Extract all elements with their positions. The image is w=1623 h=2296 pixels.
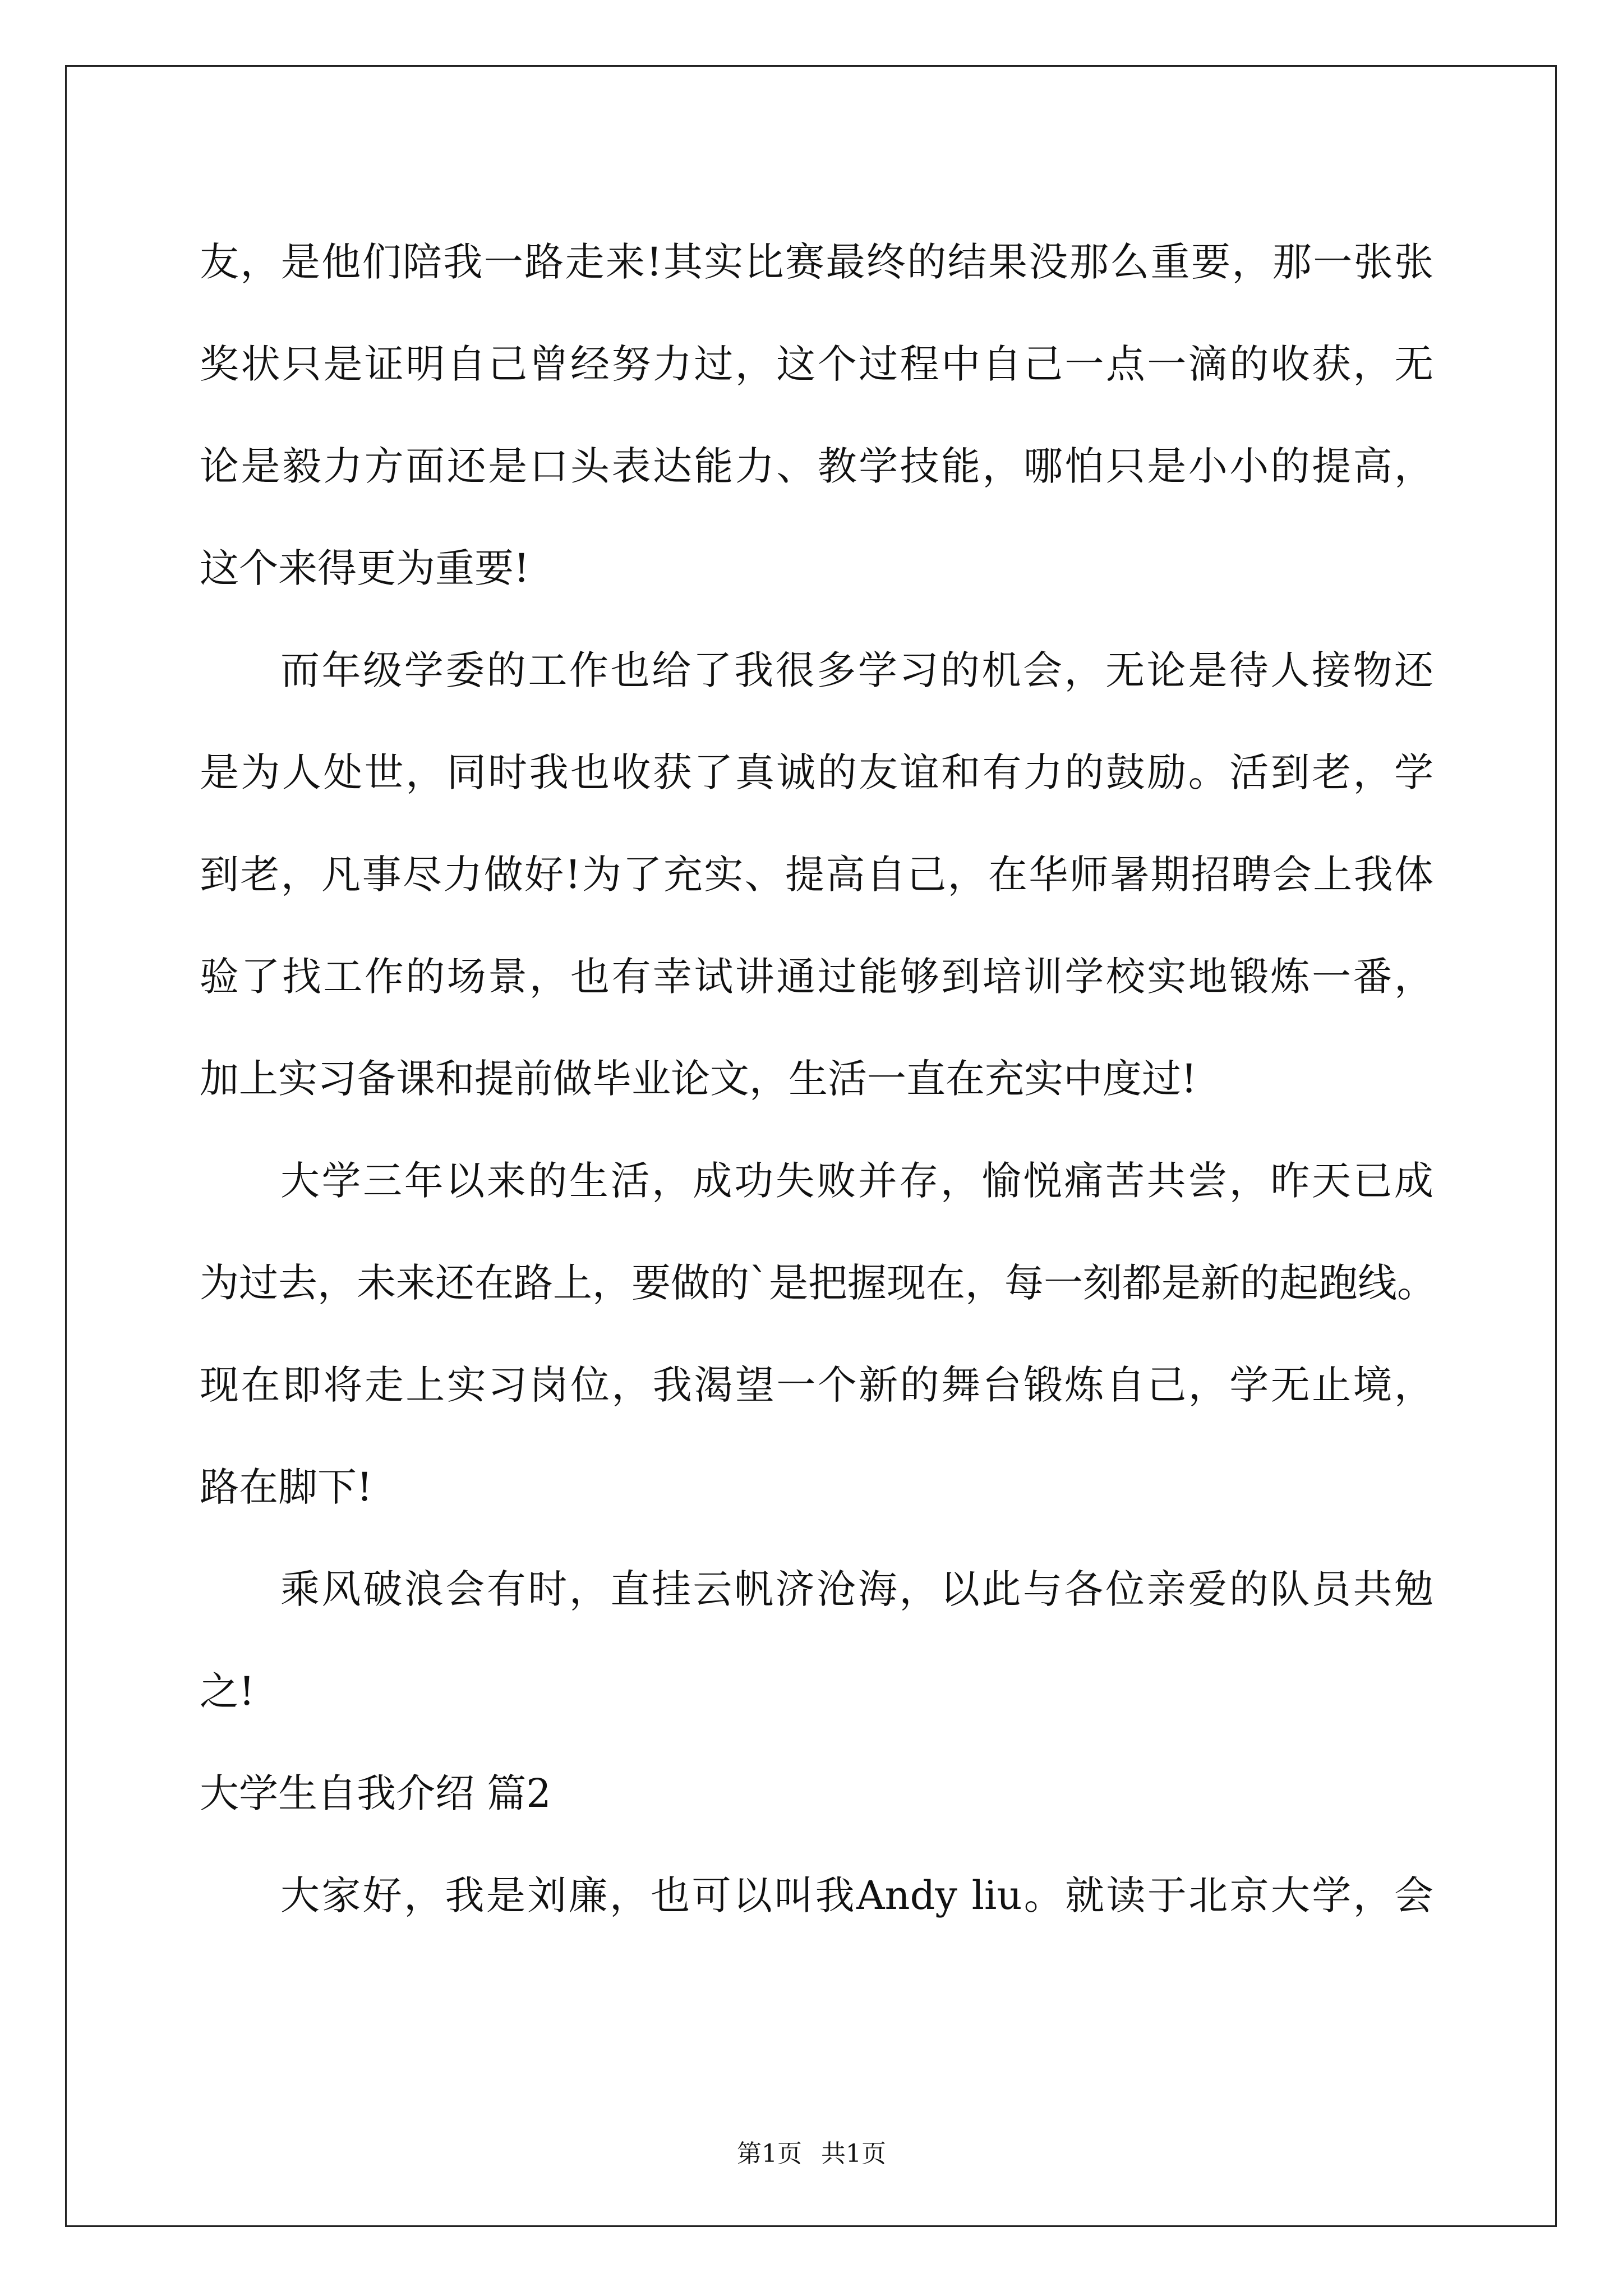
page-footer xyxy=(0,2137,1623,2171)
text-line-1: 友，是他们陪我一路走来!其实比赛最终的结果没那么重要，那一张张 xyxy=(200,239,1433,285)
text-line-4: 这个来得更为重要! xyxy=(200,545,530,591)
text-line-8: 验了找工作的场景，也有幸试讲通过能够到培训学校实地锻炼一番， xyxy=(200,954,1433,1000)
section-heading: 大学生自我介绍 篇2 xyxy=(200,1770,551,1816)
text-line-10: 大学三年以来的生活，成功失败并存，愉悦痛苦共尝，昨天已成 xyxy=(280,1158,1433,1204)
text-line-3: 论是毅力方面还是口头表达能力、教学技能，哪怕只是小小的提高， xyxy=(200,443,1433,489)
page-number: 第1页 xyxy=(737,2139,802,2168)
document-body xyxy=(200,211,1436,1947)
text-line-7: 到老，凡事尽力做好!为了充实、提高自己，在华师暑期招聘会上我体 xyxy=(200,852,1433,898)
text-line-6: 是为人处世，同时我也收获了真诚的友谊和有力的鼓励。活到老，学 xyxy=(200,749,1433,795)
text-line-17: 大家好，我是刘廉，也可以叫我Andy liu。就读于北京大学，会 xyxy=(280,1872,1433,1918)
text-line-2: 奖状只是证明自己曾经努力过，这个过程中自己一点一滴的收获，无 xyxy=(200,341,1433,387)
text-line-13: 路在脚下! xyxy=(200,1464,373,1510)
text-line-15: 之! xyxy=(200,1668,255,1714)
text-line-5: 而年级学委的工作也给了我很多学习的机会，无论是待人接物还 xyxy=(280,647,1433,693)
text-line-14: 乘风破浪会有时，直挂云帆济沧海，以此与各位亲爱的队员共勉 xyxy=(280,1566,1433,1612)
page-total: 共1页 xyxy=(821,2139,886,2168)
text-line-9: 加上实习备课和提前做毕业论文，生活一直在充实中度过! xyxy=(200,1056,1197,1102)
text-line-12: 现在即将走上实习岗位，我渴望一个新的舞台锻炼自己，学无止境， xyxy=(200,1362,1433,1408)
text-line-11: 为过去，未来还在路上，要做的`是把握现在，每一刻都是新的起跑线。 xyxy=(200,1260,1436,1306)
